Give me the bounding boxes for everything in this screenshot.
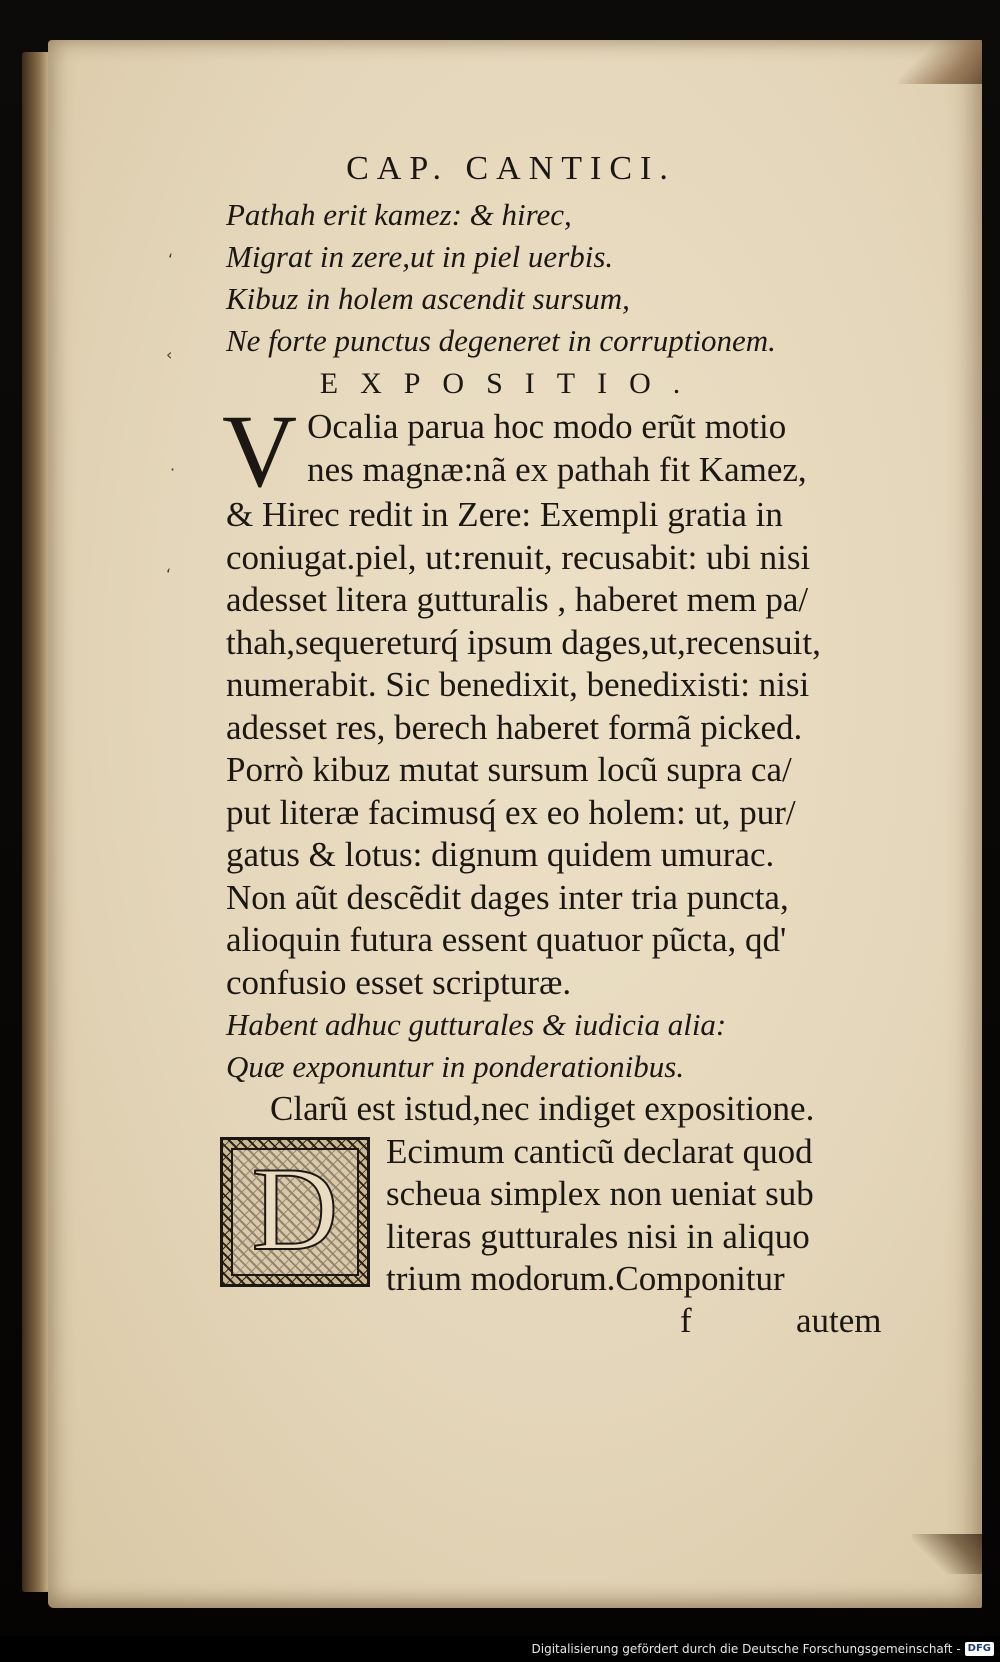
body-line: Ecimum canticũ declarat quod <box>386 1131 813 1171</box>
body-line: & Hirec redit in Zere: Exempli gratia in <box>226 495 783 534</box>
signature-mark: f <box>680 1300 692 1340</box>
woodcut-initial-letter: D <box>251 1141 339 1275</box>
book-spine-edge <box>22 52 50 1592</box>
margin-speck: ‹ <box>166 345 173 364</box>
printed-text-block <box>222 150 926 1349</box>
running-head: CAP. CANTICI. <box>346 150 676 187</box>
margin-speck: · <box>170 460 176 479</box>
body-line: gatus & lotus: dignum quidem umurac. <box>226 835 775 874</box>
body-line: scheua simplex non ueniat sub <box>386 1174 814 1213</box>
verse-line: Kibuz in holem ascendit sursum, <box>226 281 630 316</box>
body-line: adesset res, berech haberet formã picked. <box>226 707 803 747</box>
decimum-paragraph <box>226 1131 926 1301</box>
body-line: numerabit. Sic benedixit, benedixisti: nisi <box>226 665 810 704</box>
page-corner-damage-top <box>898 40 982 84</box>
margin-speck: ‘ <box>168 250 174 269</box>
verse-line: Ne forte punctus degeneret in corruptionem. <box>226 323 776 358</box>
page-footer-marks <box>226 1301 926 1349</box>
section-label-expositio: EXPOSITIO. <box>319 367 703 400</box>
verse-line: Pathah erit kamez: & hirec, <box>226 197 572 232</box>
body-line: coniugat.piel, ut:renuit, recusabit: ubi nisi <box>226 537 811 577</box>
body-line: alioquin futura essent quatuor pũcta, qd' <box>226 920 787 959</box>
verse-line: Quæ exponuntur in ponderationibus. <box>226 1049 685 1084</box>
drop-cap-letter: V <box>222 394 298 509</box>
exposition-paragraph <box>222 394 926 1004</box>
body-line: put literæ facimusq́ ex eo holem: ut, pur/ <box>226 792 796 832</box>
verse-bottom <box>226 1004 926 1088</box>
body-line: Non aũt descẽdit dages inter tria puncta, <box>226 877 789 917</box>
body-line: trium modorum.Componitur <box>386 1259 785 1298</box>
clarum-line: Clarũ est istud,nec indiget expositione. <box>270 1089 815 1128</box>
margin-speck: ‘ <box>166 565 172 584</box>
body-line: thah,sequereturq́ ipsum dages,ut,recensuit, <box>226 622 821 662</box>
verse-top <box>226 194 926 362</box>
body-line: literas gutturales nisi in aliquo <box>386 1216 810 1256</box>
page-corner-damage-bottom <box>912 1534 982 1574</box>
catchword: autem <box>796 1300 882 1340</box>
body-line: nes magnæ:nã ex pathah fit Kamez, <box>307 449 807 489</box>
verse-line: Habent adhuc gutturales & iudicia alia: <box>226 1007 727 1042</box>
body-line: Ocalia parua hoc modo erũt motio <box>307 407 787 446</box>
verse-line: Migrat in zere,ut in piel uerbis. <box>226 239 614 274</box>
dfg-logo: DFG <box>965 1642 994 1656</box>
body-line: confusio esset scripturæ. <box>226 962 572 1002</box>
body-line: Porrò kibuz mutat sursum locũ supra ca/ <box>226 750 792 789</box>
body-line: adesset litera gutturalis , haberet mem pa/ <box>226 580 809 619</box>
woodcut-initial <box>220 1137 370 1287</box>
digitization-credit-bar <box>0 1636 1000 1662</box>
digitization-credit-text: Digitalisierung gefördert durch die Deutsche Forschungsgemeinschaft - <box>531 1642 961 1656</box>
